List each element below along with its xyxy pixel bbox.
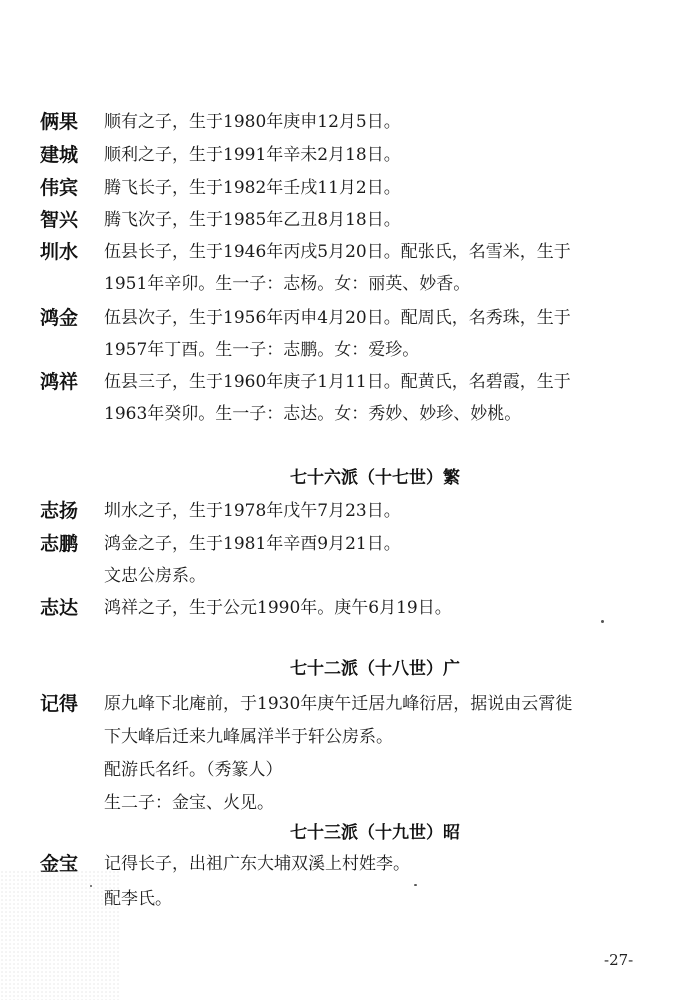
entry-line: 腾飞长子，生于1982年壬戌11月2日。 bbox=[104, 178, 401, 198]
entry-line: 伍县三子，生于1960年庚子1月11日。配黄氏，名碧霞，生于 bbox=[104, 372, 571, 392]
entry-line: 鸿祥之子，生于公元1990年。庚午6月19日。 bbox=[104, 598, 452, 618]
person-name: 圳水 bbox=[40, 241, 79, 263]
entry-line: 伍县次子，生于1956年丙申4月20日。配周氏，名秀珠，生于 bbox=[104, 308, 571, 328]
entry-line: 1963年癸卯。生一子：志达。女：秀妙、妙珍、妙桃。 bbox=[104, 404, 522, 424]
entry-line: 配游氏名纤。（秀篆人） bbox=[104, 760, 283, 780]
scan-noise bbox=[0, 870, 120, 1000]
scan-speck bbox=[601, 620, 604, 623]
entry-line: 顺有之子，生于1980年庚申12月5日。 bbox=[104, 112, 401, 132]
entry-line: 1951年辛卯。生一子：志杨。女：丽英、妙香。 bbox=[104, 274, 471, 294]
person-name: 鸿祥 bbox=[40, 371, 79, 393]
generation-heading: 七十三派（十九世）昭 bbox=[290, 823, 460, 843]
person-name: 志鹏 bbox=[40, 533, 79, 555]
entry-line: 1957年丁酉。生一子：志鹏。女：爱珍。 bbox=[104, 340, 420, 360]
entry-line: 生二子：金宝、火见。 bbox=[104, 793, 274, 813]
entry-line: 腾飞次子，生于1985年乙丑8月18日。 bbox=[104, 210, 401, 230]
entry-line: 原九峰下北庵前，于1930年庚午迁居九峰衍居，据说由云霄徙 bbox=[104, 694, 573, 714]
entry-line: 文忠公房系。 bbox=[104, 566, 206, 586]
entry-line: 圳水之子，生于1978年戊午7月23日。 bbox=[104, 501, 401, 521]
entry-line: 伍县长子，生于1946年丙戌5月20日。配张氏，名雪米，生于 bbox=[104, 242, 571, 262]
person-name: 鸿金 bbox=[40, 307, 79, 329]
scan-speck bbox=[90, 885, 92, 887]
person-name: 俩果 bbox=[40, 111, 79, 133]
person-name: 伟宾 bbox=[40, 177, 79, 199]
person-name: 建城 bbox=[40, 144, 79, 166]
person-name: 志扬 bbox=[40, 500, 79, 522]
entry-line: 鸿金之子，生于1981年辛酉9月21日。 bbox=[104, 534, 401, 554]
entry-line: 记得长子，出祖广东大埔双溪上村姓李。 bbox=[104, 854, 410, 874]
generation-heading: 七十六派（十七世）繁 bbox=[290, 468, 460, 488]
page-number: -27- bbox=[604, 951, 634, 969]
person-name: 金宝 bbox=[40, 853, 79, 875]
person-name: 智兴 bbox=[40, 209, 79, 231]
person-name: 志达 bbox=[40, 597, 79, 619]
entry-line: 下大峰后迁来九峰属洋半于轩公房系。 bbox=[104, 727, 393, 747]
person-name: 记得 bbox=[40, 693, 79, 715]
entry-line: 顺利之子，生于1991年辛未2月18日。 bbox=[104, 145, 401, 165]
generation-heading: 七十二派（十八世）广 bbox=[290, 659, 460, 679]
scan-speck bbox=[414, 884, 417, 886]
entry-line: 配李氏。 bbox=[104, 889, 172, 909]
